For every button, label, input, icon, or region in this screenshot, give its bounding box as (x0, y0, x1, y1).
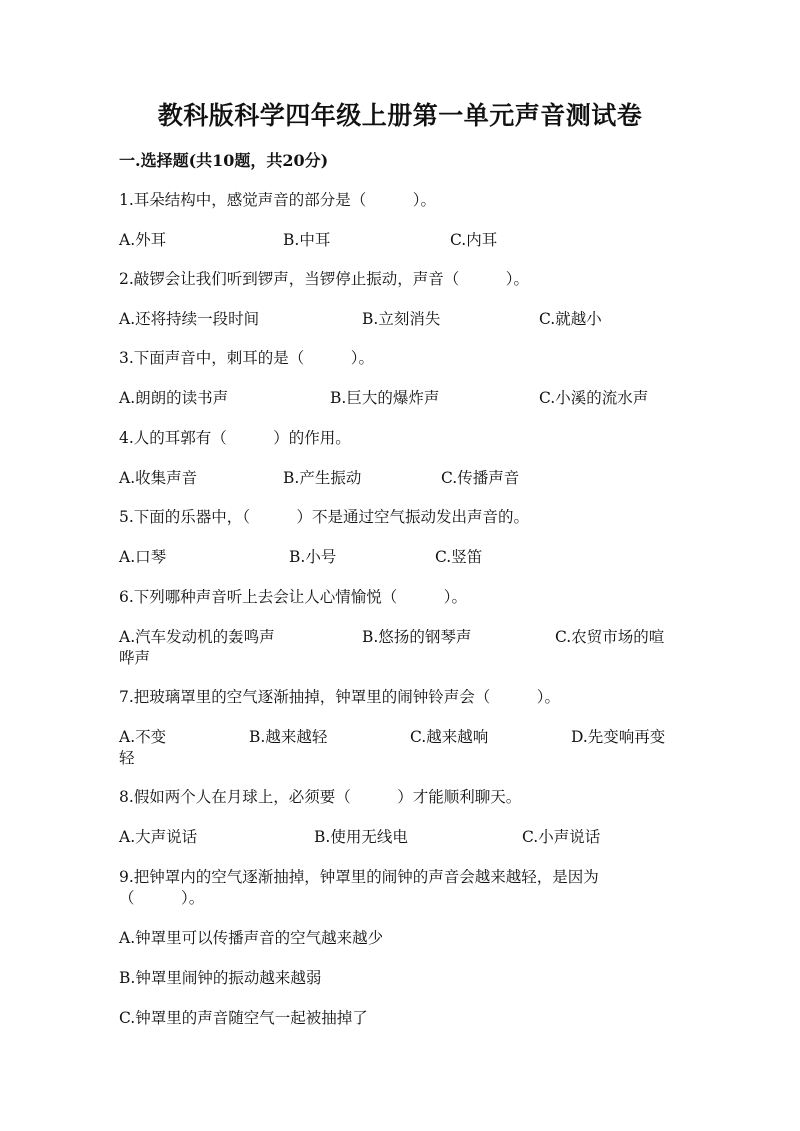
question-7-option-d: D.先变响再变 (571, 728, 666, 746)
question-5-option-a: A.口琴 (119, 548, 167, 566)
question-7-option-c: C.越来越响 (410, 728, 489, 746)
question-5-option-b: B.小号 (289, 548, 337, 566)
question-2-option-c: C.就越小 (539, 310, 602, 328)
question-2-option-a: A.还将持续一段时间 (119, 310, 260, 328)
question-9-option-b: B.钟罩里闹钟的振动越来越弱 (119, 969, 322, 987)
question-2-option-b: B.立刻消失 (362, 310, 441, 328)
question-9-option-c: C.钟罩里的声音随空气一起被抽掉了 (119, 1009, 368, 1027)
question-9-stem-wrap: （ ）。 (119, 889, 205, 907)
question-3-option-b: B.巨大的爆炸声 (330, 389, 440, 407)
question-8-option-a: A.大声说话 (119, 828, 198, 846)
question-6-option-a: A.汽车发动机的轰鸣声 (119, 628, 275, 646)
question-7-stem: 7.把玻璃罩里的空气逐渐抽掉，钟罩里的闹钟铃声会（ ）。 (119, 688, 561, 706)
question-3-stem: 3.下面声音中，刺耳的是（ ）。 (119, 349, 375, 367)
question-6-option-c: C.农贸市场的喧 (555, 628, 665, 646)
question-7-option-b: B.越来越轻 (249, 728, 328, 746)
question-3-option-c: C.小溪的流水声 (539, 389, 649, 407)
question-9-option-a: A.钟罩里可以传播声音的空气越来越少 (119, 929, 384, 947)
question-8-option-c: C.小声说话 (522, 828, 601, 846)
question-8-option-b: B.使用无线电 (314, 828, 408, 846)
question-4-option-a: A.收集声音 (119, 469, 198, 487)
question-1-option-b: B.中耳 (283, 231, 331, 249)
question-4-option-b: B.产生振动 (283, 469, 362, 487)
question-4-stem: 4.人的耳郭有（ ）的作用。 (119, 429, 351, 447)
page-title: 教科版科学四年级上册第一单元声音测试卷 (157, 101, 643, 130)
section-heading: 一.选择题(共10题，共20分) (119, 151, 329, 170)
question-7-option-a: A.不变 (119, 728, 167, 746)
question-8-stem: 8.假如两个人在月球上，必须要（ ）才能顺利聊天。 (119, 788, 522, 806)
question-6-option-b: B.悠扬的钢琴声 (362, 628, 472, 646)
question-4-option-c: C.传播声音 (441, 469, 520, 487)
question-9-stem: 9.把钟罩内的空气逐渐抽掉，钟罩里的闹钟的声音会越来越轻，是因为 (119, 868, 599, 886)
question-1-option-a: A.外耳 (119, 231, 167, 249)
question-3-option-a: A.朗朗的读书声 (119, 389, 229, 407)
question-5-stem: 5.下面的乐器中，（ ）不是通过空气振动发出声音的。 (119, 508, 530, 526)
question-6-option-c-wrap: 哗声 (119, 649, 151, 667)
question-6-stem: 6.下列哪种声音听上去会让人心情愉悦（ ）。 (119, 588, 468, 606)
question-7-option-d-wrap: 轻 (119, 749, 135, 767)
question-2-stem: 2.敲锣会让我们听到锣声，当锣停止振动，声音（ ）。 (119, 270, 530, 288)
question-5-option-c: C.竖笛 (435, 548, 483, 566)
question-1-option-c: C.内耳 (450, 231, 498, 249)
question-1-stem: 1.耳朵结构中，感觉声音的部分是（ ）。 (119, 191, 437, 209)
